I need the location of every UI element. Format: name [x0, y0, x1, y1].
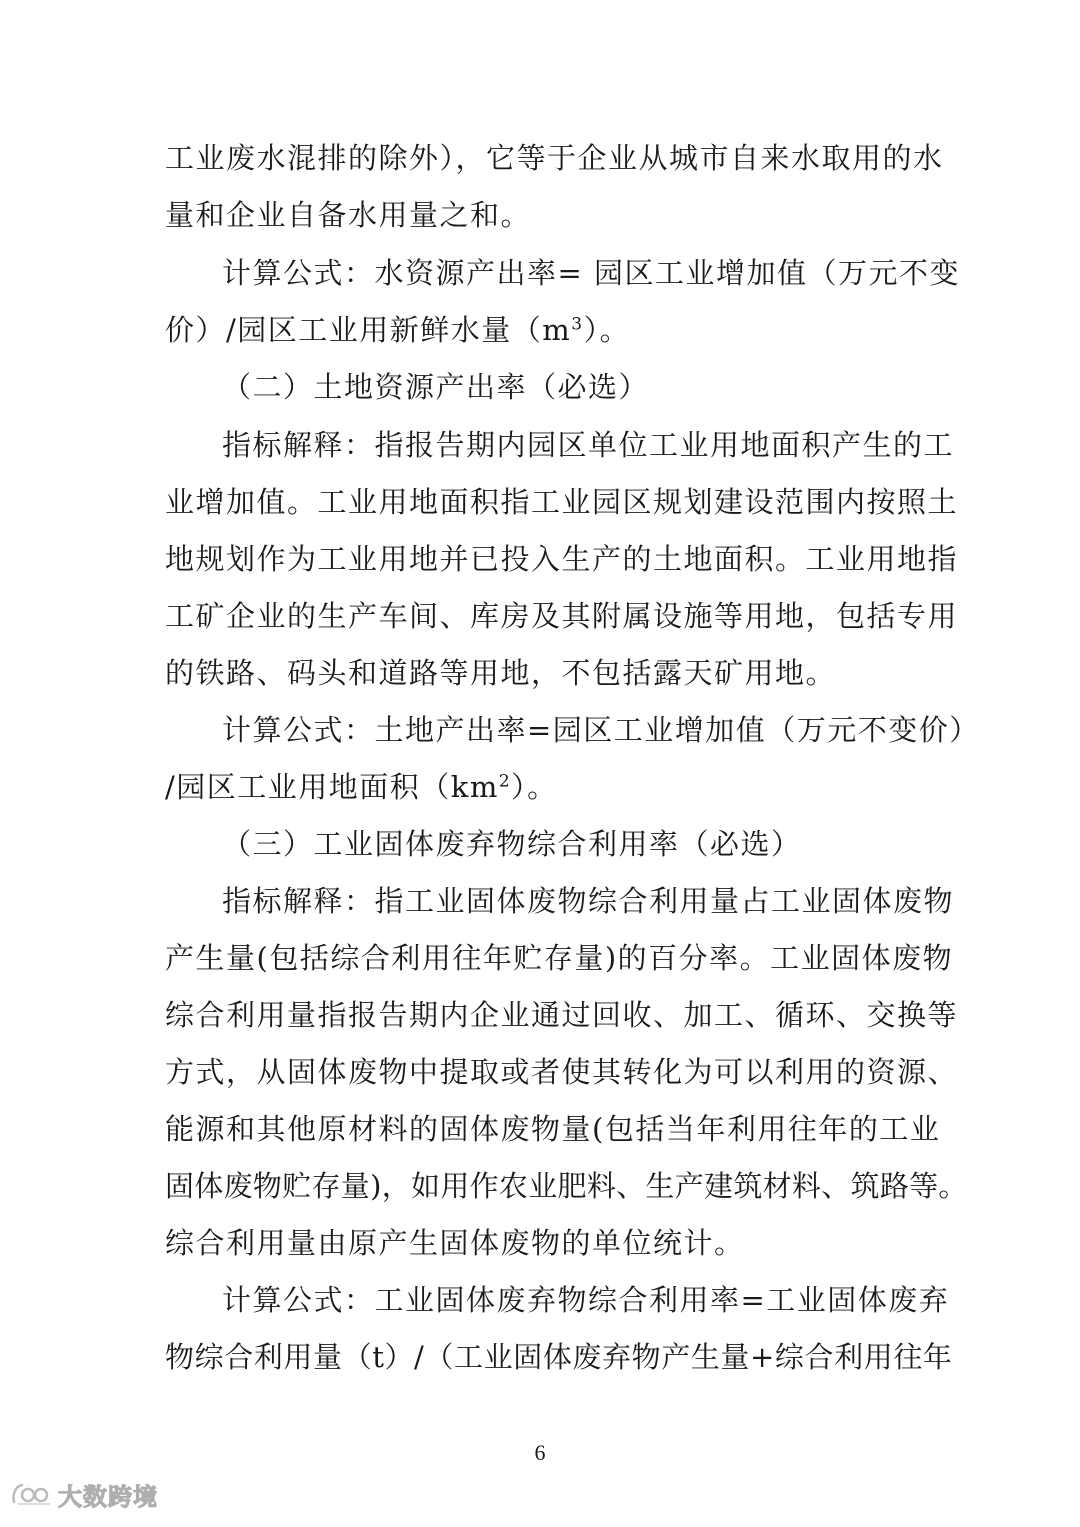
formula-line	[165, 310, 917, 350]
formula-line: 计算公式：土地产出率=园区工业增加值（万元不变价）	[222, 713, 980, 747]
body-line: 地规划作为工业用地并已投入生产的土地面积。工业用地指	[165, 542, 959, 576]
formula-line	[165, 767, 917, 807]
section-heading: （二）土地资源产出率（必选）	[222, 370, 650, 404]
body-line: 指标解释：指工业固体废物综合利用量占工业固体废物	[222, 884, 955, 918]
section-heading: （三）工业固体废弃物综合利用率（必选）	[222, 827, 802, 861]
formula-text: /园区工业用地面积（km	[165, 770, 499, 804]
formula-text: ）。	[511, 770, 558, 804]
watermark	[10, 1477, 158, 1511]
superscript: 3	[571, 314, 584, 335]
body-line: 方式，从固体废物中提取或者使其转化为可以利用的资源、	[165, 1055, 959, 1089]
superscript: 2	[498, 771, 512, 792]
formula-text: 价）/园区工业用新鲜水量（m	[165, 313, 572, 347]
watermark-text: 大数跨境	[58, 1482, 158, 1511]
body-line: 能源和其他原材料的固体废物量(包括当年利用往年的工业	[165, 1112, 941, 1146]
body-line: 业增加值。工业用地面积指工业园区规划建设范围内按照土	[165, 485, 959, 519]
body-line: 综合利用量指报告期内企业通过回收、加工、循环、交换等	[165, 998, 959, 1032]
formula-line: 计算公式：工业固体废弃物综合利用率=工业固体废弃	[222, 1283, 950, 1317]
page-number: 6	[534, 1440, 546, 1465]
body-line: 固体废物贮存量)，如用作农业肥料、生产建筑材料、筑路等。	[165, 1169, 968, 1203]
body-line: 的铁路、码头和道路等用地，不包括露天矿用地。	[165, 656, 837, 690]
formula-line: 物综合利用量（t）/（工业固体废弃物产生量+综合利用往年	[165, 1340, 953, 1374]
body-line: 综合利用量由原产生固体废物的单位统计。	[165, 1226, 745, 1260]
formula-line: 计算公式：水资源产出率= 园区工业增加值（万元不变	[222, 256, 961, 290]
body-line: 工业废水混排的除外），它等于企业从城市自来水取用的水	[165, 141, 944, 175]
body-line: 指标解释：指报告期内园区单位工业用地面积产生的工	[222, 428, 955, 462]
body-line: 量和企业自备水用量之和。	[165, 198, 532, 232]
body-line: 工矿企业的生产车间、库房及其附属设施等用地，包括专用	[165, 599, 959, 633]
formula-text: ）。	[583, 313, 631, 347]
brand-logo-icon	[10, 1480, 54, 1508]
body-line: 产生量(包括综合利用往年贮存量)的百分率。工业固体废物	[165, 941, 954, 975]
